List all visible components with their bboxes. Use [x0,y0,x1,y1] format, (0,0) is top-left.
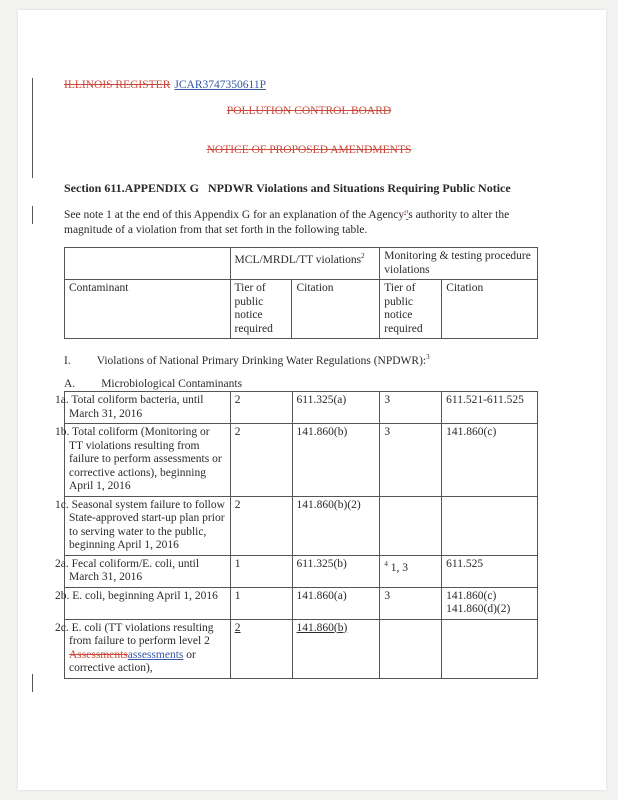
mcl-violations-header: MCL/MRDL/TT violations$^2$ [230,248,380,280]
row-2c-tier2 [380,619,442,678]
row-tier1: 2 [230,496,292,555]
roman-text: Violations of National Primary Drinking Water Regulations (NPDWR): [96,354,427,367]
row-tier1: 1 [230,555,292,587]
intro-text-b: s authority to alter the magnitude of a violation from that set forth in the following table. [64,209,510,236]
row-cit2 [442,496,538,555]
row-contaminant: 1c. Seasonal system failure to follow State-approved start-up plan prior to serving water to the public, beginning April 1, 2016 [65,496,231,555]
row-cit2: 141.860(c) 141.860(d)(2) [442,587,538,619]
row-contaminant: 2b. E. coli, beginning April 1, 2016 [65,587,231,619]
row-tier2: $^4$ 1, 3 [380,555,442,587]
row-contaminant: 1a. Total coliform bacteria, until March 31, 2016 [65,392,231,424]
row-cit1: 611.325(a) [292,392,380,424]
table-row [65,555,538,587]
tier-header-1: Tier of public notice required [230,280,292,339]
row-2c-deleted: Assessments [69,648,128,661]
row-cit1: 611.325(b) [292,555,380,587]
tier-header-2: Tier of public notice required [380,280,442,339]
contaminant-header: Contaminant [65,280,231,339]
row-contaminant: 2a. Fecal coliform/E. coli, until March 31, 2016 [65,555,231,587]
roman-number: I. [64,354,71,367]
row-cit2: 611.521-611.525 [442,392,538,424]
citation-header-1: Citation [292,280,380,339]
row-cit2: 141.860(c) [442,424,538,497]
row-2c-inserted: assessments [127,648,184,661]
change-bar-row-2c [32,674,33,692]
change-bar-intro [32,206,33,224]
subsection-letter: A. [64,378,76,390]
section-title: Section 611.APPENDIX G NPDWR Violations and Situations Requiring Public Notice [64,181,511,195]
notice-header: NOTICE OF PROPOSED AMENDMENTS [206,144,412,156]
row-tier2: 3 [380,587,442,619]
row-2c-contaminant: 2c. E. coli (TT violations resulting from failure to perform level 2 Assessmentsassessments or corrective action), [65,619,231,678]
monitoring-violations-header: Monitoring & testing procedure violations [380,248,538,280]
intro-deleted: ' [404,209,407,221]
row-2c-cit2 [442,619,538,678]
row-tier1: 2 [230,392,292,424]
row-cit2: 611.525 [442,555,538,587]
register-inserted: JCAR3747350611P [174,79,266,91]
row-tier2 [380,496,442,555]
table-row [65,496,538,555]
row-2c-cit1: 141.860(b) [292,619,380,678]
microbiological-table [55,391,538,679]
header-column-row [65,280,538,339]
row-tier2: 3 [380,392,442,424]
subsection-heading [64,378,242,390]
roman-heading [64,350,430,368]
row-tier2: 3 [380,424,442,497]
header-group-row [65,248,538,280]
subsection-title: Microbiological Contaminants [101,378,243,390]
header-table [64,247,538,339]
board-header: POLLUTION CONTROL BOARD [226,105,392,117]
table-row [65,587,538,619]
register-deleted: ILLINOIS REGISTER [64,79,171,91]
register-header [64,78,266,92]
change-bar-top [32,78,33,178]
intro-paragraph [64,208,536,238]
table-row [65,619,538,678]
table-row [65,392,538,424]
roman-sup: 3 [426,353,430,361]
row-2c-tier1: 2 [230,619,292,678]
citation-header-2: Citation [442,280,538,339]
row-cit1: 141.860(a) [292,587,380,619]
row-cit1: 141.860(b) [292,424,380,497]
intro-inserted: ' [406,209,409,221]
table-row [65,424,538,497]
row-cit1: 141.860(b)(2) [292,496,380,555]
row-tier1: 2 [230,424,292,497]
row-tier1: 1 [230,587,292,619]
row-contaminant: 1b. Total coliform (Monitoring or TT violations resulting from failure to perform assessments or corrective actions), beginning April 1, 2016 [65,424,231,497]
intro-text-a: See note 1 at the end of this Appendix G for an explanation of the Agency [64,209,405,221]
